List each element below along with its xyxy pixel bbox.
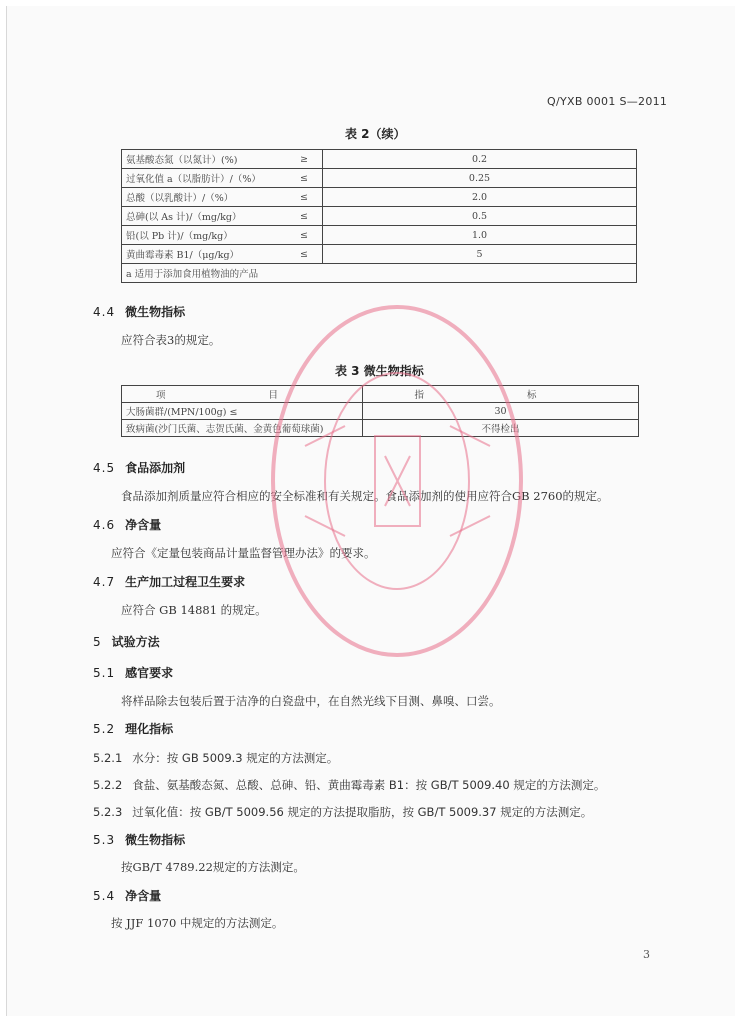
section-title: 净含量 [125, 518, 162, 532]
table-cell: 0.2 [323, 150, 637, 169]
table2 [121, 149, 637, 283]
table-cell: ≤ [286, 207, 323, 226]
table3 [121, 385, 639, 437]
section-5-1-text: 将样品除去包装后置于洁净的白瓷盘中，在自然光线下目测、鼻嗅、口尝。 [121, 694, 501, 708]
table-cell: 30 [363, 403, 639, 420]
table-cell: 不得检出 [363, 420, 639, 437]
document-page [6, 6, 735, 1016]
section-5-3-text: 按GB/T 4789.22规定的方法测定。 [121, 860, 305, 874]
table-footnote: a 适用于添加食用植物油的产品 [122, 264, 637, 283]
table-cell: ≤ [286, 226, 323, 245]
table-header-cell: 项 目 [122, 386, 363, 403]
section-title: 食品添加剂 [125, 461, 186, 475]
section-number: 5.3 [93, 833, 116, 847]
section-5-2-2 [93, 777, 605, 793]
table-cell: ≥ [286, 150, 323, 169]
section-4-5-text: 食品添加剂质量应符合相应的安全标准和有关规定。食品添加剂的使用应符合GB 2760的规定。 [121, 489, 609, 503]
section-5-2-heading [93, 720, 173, 737]
section-number: 4.6 [93, 518, 116, 532]
table-row [122, 207, 637, 226]
table-cell: 2.0 [323, 188, 637, 207]
table-cell: 大肠菌群/(MPN/100g) ≤ [122, 403, 363, 420]
table-row [122, 245, 637, 264]
section-5-2-1 [93, 750, 338, 766]
table2-title: 表 2（续） [345, 127, 406, 141]
table-cell: 0.25 [323, 169, 637, 188]
table-cell: 过氧化值 a（以脂肪计）/（%） [122, 169, 287, 188]
section-title: 感官要求 [125, 666, 174, 680]
table-cell: 总砷(以 As 计)/（mg/kg） [122, 207, 287, 226]
section-5-3-heading [93, 831, 185, 848]
table-cell: 总酸（以乳酸计）/（%） [122, 188, 287, 207]
section-4-6-heading [93, 516, 161, 533]
section-number: 4.5 [93, 461, 116, 475]
section-number: 5.2.1 [93, 751, 123, 765]
section-number: 4.4 [93, 305, 116, 319]
section-5-2-3 [93, 804, 592, 820]
section-title: 生产加工过程卫生要求 [125, 575, 246, 589]
section-number: 5.2 [93, 722, 116, 736]
section-title: 微生物指标 [125, 833, 186, 847]
section-4-5-heading [93, 459, 185, 476]
table-cell: ≤ [286, 245, 323, 264]
table-footnote-row [122, 264, 637, 283]
table-cell: 黄曲霉毒素 B1/（μg/kg） [122, 245, 287, 264]
section-4-7-text: 应符合 GB 14881 的规定。 [121, 603, 267, 617]
table-row [122, 150, 637, 169]
table-row [122, 188, 637, 207]
section-number: 5.2.2 [93, 778, 123, 792]
section-number: 5.4 [93, 889, 116, 903]
section-number: 5.1 [93, 666, 116, 680]
table-cell: 1.0 [323, 226, 637, 245]
section-4-6-text: 应符合《定量包装商品计量监督管理办法》的要求。 [111, 546, 376, 560]
table-row [122, 403, 639, 420]
standard-code: Q/YXB 0001 S—2011 [547, 95, 668, 108]
table-row [122, 226, 637, 245]
page-number: 3 [643, 948, 650, 961]
table-row [122, 420, 639, 437]
table-header-cell: 指 标 [363, 386, 639, 403]
section-title: 试验方法 [111, 635, 160, 649]
table-header-row [122, 386, 639, 403]
table-cell: ≤ [286, 188, 323, 207]
table-cell: 致病菌(沙门氏菌、志贺氏菌、金黄色葡萄球菌) [122, 420, 363, 437]
table-row [122, 169, 637, 188]
section-title: 微生物指标 [125, 305, 186, 319]
section-number: 5 [93, 635, 102, 649]
table-cell: 铅(以 Pb 计)/（mg/kg） [122, 226, 287, 245]
section-text: 食盐、氨基酸态氮、总酸、总砷、铅、黄曲霉毒素 B1：按 GB/T 5009.40 规定的方法测定。 [132, 778, 606, 792]
section-5-heading [93, 633, 160, 650]
official-seal-stamp [265, 296, 529, 666]
table-cell: 0.5 [323, 207, 637, 226]
section-number: 4.7 [93, 575, 116, 589]
section-title: 净含量 [125, 889, 162, 903]
table-cell: 5 [323, 245, 637, 264]
section-title: 理化指标 [125, 722, 174, 736]
section-4-4-text: 应符合表3的规定。 [121, 333, 221, 347]
section-text: 水分：按 GB 5009.3 规定的方法测定。 [132, 751, 339, 765]
section-4-7-heading [93, 573, 245, 590]
section-5-1-heading [93, 664, 173, 681]
table-cell: ≤ [286, 169, 323, 188]
section-5-4-text: 按 JJF 1070 中规定的方法测定。 [111, 916, 284, 930]
table-cell: 氨基酸态氮（以氮计）(%) [122, 150, 287, 169]
section-4-4-heading [93, 303, 185, 320]
section-5-4-heading [93, 887, 161, 904]
section-number: 5.2.3 [93, 805, 123, 819]
table3-title: 表 3 微生物指标 [335, 364, 424, 378]
section-text: 过氧化值：按 GB/T 5009.56 规定的方法提取脂肪，按 GB/T 5009.37 规定的方法测定。 [132, 805, 593, 819]
